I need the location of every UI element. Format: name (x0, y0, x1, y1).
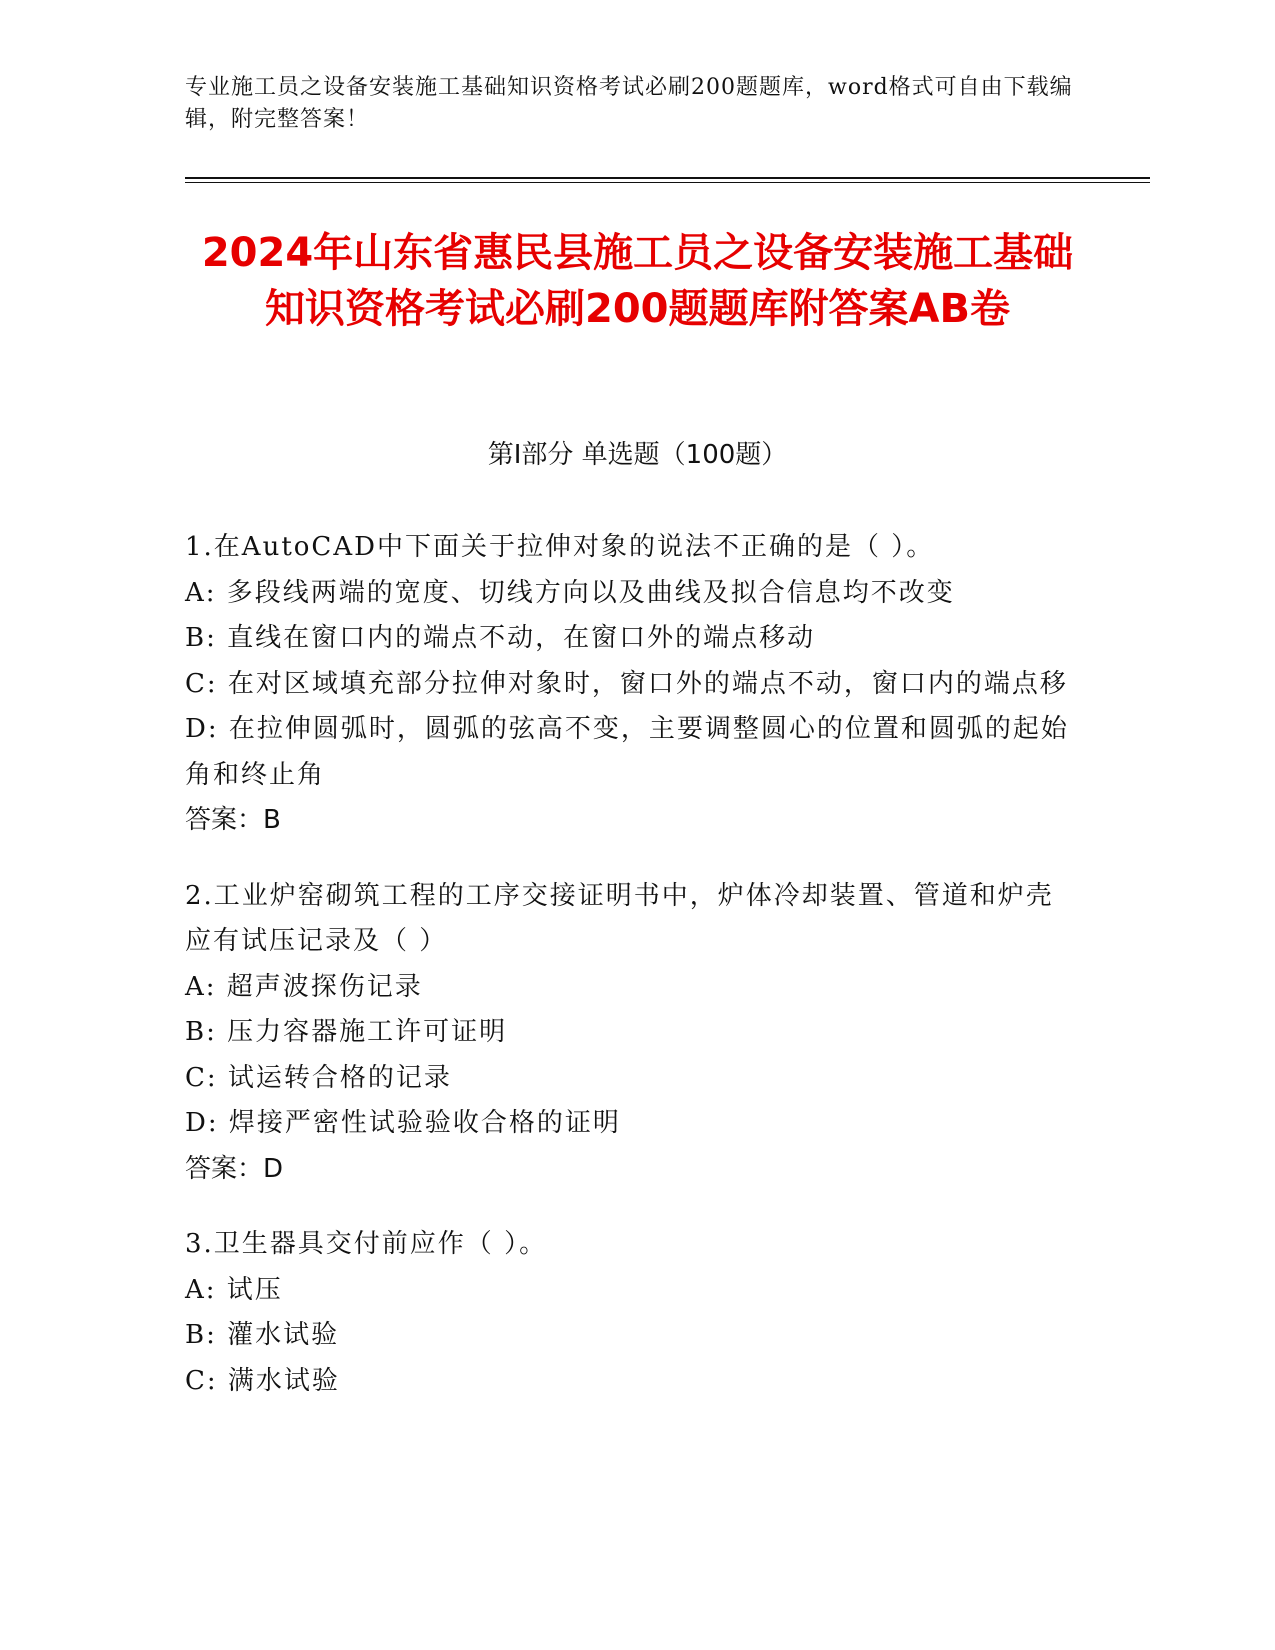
question-stem: 1.在AutoCAD中下面关于拉伸对象的说法不正确的是（ ）。 (185, 532, 935, 562)
header-note: 专业施工员之设备安装施工基础知识资格考试必刷200题题库，word格式可自由下载编辑，附完整答案！ (185, 75, 1073, 132)
question-stem: 2.工业炉窑砌筑工程的工序交接证明书中，炉体冷却装置、管道和炉壳应有试压记录及（ ） (185, 880, 1054, 956)
question-1 (185, 525, 1075, 844)
header-rule-top (185, 177, 1150, 179)
document-title: 2024年山东省惠民县施工员之设备安装施工基础知识资格考试必刷200题题库附答案AB卷 (201, 230, 1074, 332)
option-c: C: 满水试验 (185, 1365, 340, 1396)
section-heading: 第Ⅰ部分 单选题（100题） (487, 440, 788, 470)
option-a: A: 超声波探伤记录 (185, 971, 423, 1002)
answer-label: 答案：D (185, 1153, 284, 1184)
option-a: A: 多段线两端的宽度、切线方向以及曲线及拟合信息均不改变 (185, 577, 955, 608)
option-a: A: 试压 (185, 1274, 283, 1305)
option-b: B: 压力容器施工许可证明 (185, 1017, 508, 1047)
header-rule-bottom (185, 182, 1150, 183)
question-3 (185, 1222, 1075, 1404)
option-b: B: 直线在窗口内的端点不动，在窗口外的端点移动 (185, 623, 816, 653)
question-2 (185, 874, 1075, 1193)
answer-label: 答案：B (185, 805, 281, 835)
option-b: B: 灌水试验 (185, 1320, 340, 1350)
option-c: C: 在对区域填充部分拉伸对象时，窗口外的端点不动，窗口内的端点移 (185, 668, 1068, 699)
question-list (185, 525, 1075, 1434)
option-c: C: 试运转合格的记录 (185, 1062, 452, 1093)
option-d: D: 焊接严密性试验验收合格的证明 (185, 1108, 621, 1138)
option-d: D: 在拉伸圆弧时，圆弧的弦高不变，主要调整圆心的位置和圆弧的起始角和终止角 (185, 714, 1069, 790)
question-stem: 3.卫生器具交付前应作（ ）。 (185, 1229, 548, 1259)
